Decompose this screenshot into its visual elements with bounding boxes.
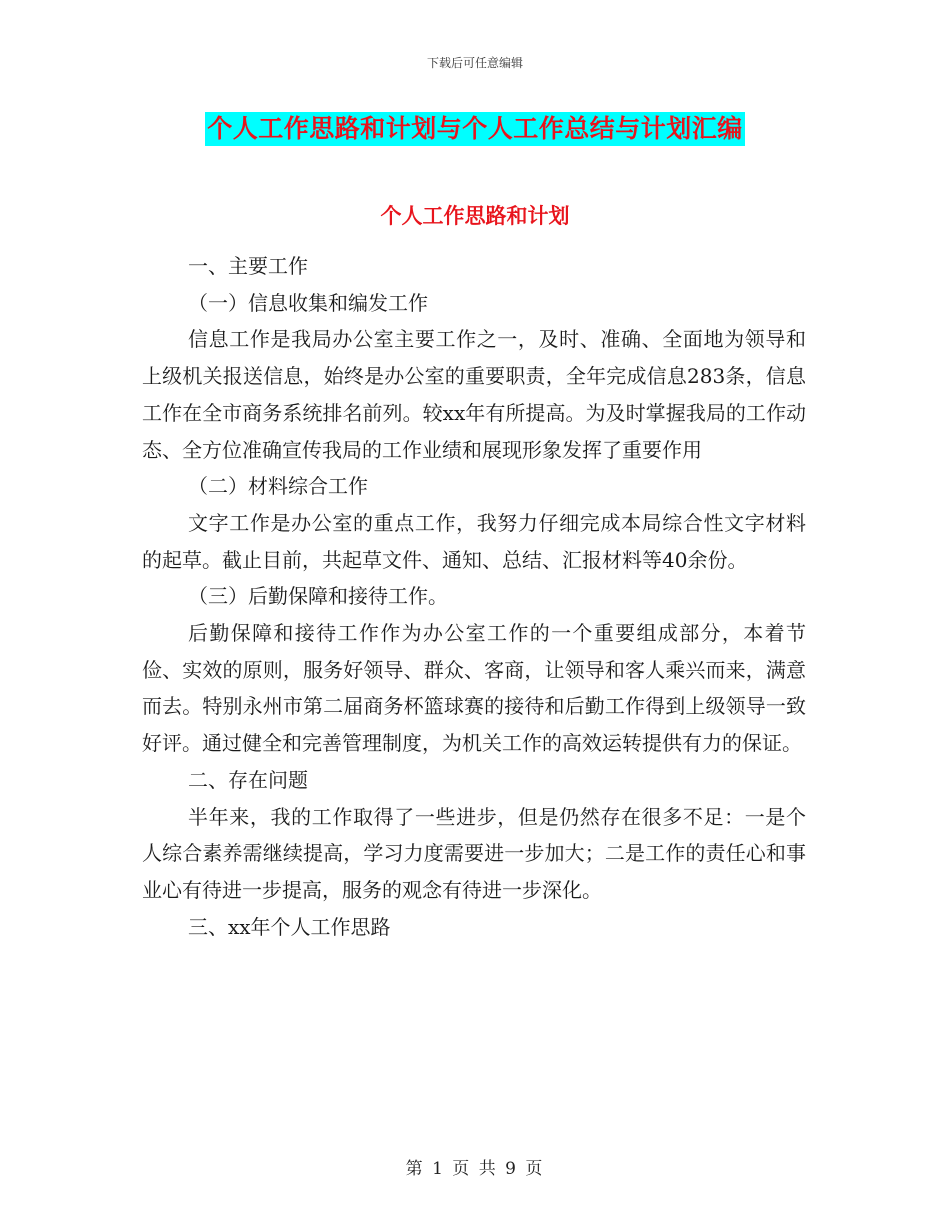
page-number-footer: 第 1 页 共 9 页 xyxy=(405,1159,545,1179)
paragraph-materials-work: 文字工作是办公室的重点工作，我努力仔细完成本局综合性文字材料的起草。截止目前，共起草文件、通知、总结、汇报材料等40余份。 xyxy=(142,510,806,572)
section-title: 个人工作思路和计划 xyxy=(380,203,570,228)
paragraph-info-work: 信息工作是我局办公室主要工作之一，及时、准确、全面地为领导和上级机关报送信息，始终是办公室的重要职责，全年完成信息283条，信息工作在全市商务系统排名前列。较xx年有所提高。为及时掌握我局的工作动态、全方位准确宣传我局的工作业绩和展现形象发挥了重要作用 xyxy=(142,327,806,462)
paragraph-problems: 半年来，我的工作取得了一些进步，但是仍然存在很多不足：一是个人综合素养需继续提高，学习力度需要进一步加大；二是工作的责任心和事业心有待进一步提高，服务的观念有待进一步深化。 xyxy=(142,804,806,902)
heading-work-plan: 三、xx年个人工作思路 xyxy=(188,914,391,939)
document-title-text: 个人工作思路和计划与个人工作总结与计划汇编 xyxy=(205,112,745,146)
document-body xyxy=(142,248,806,945)
header-note: 下载后可任意编辑 xyxy=(426,56,523,70)
subheading-info-work: （一）信息收集和编发工作 xyxy=(188,290,428,315)
subheading-logistics-work: （三）后勤保障和接待工作。 xyxy=(188,584,448,609)
heading-problems: 二、存在问题 xyxy=(188,767,308,792)
document-title xyxy=(0,112,950,146)
subheading-materials-work: （二）材料综合工作 xyxy=(188,474,368,499)
paragraph-logistics-work: 后勤保障和接待工作作为办公室工作的一个重要组成部分，本着节俭、实效的原则，服务好领导、群众、客商，让领导和客人乘兴而来，满意而去。特别永州市第二届商务杯篮球赛的接待和后勤工作得到上级领导一致好评。通过健全和完善管理制度，为机关工作的高效运转提供有力的保证。 xyxy=(142,621,806,756)
heading-main-work: 一、主要工作 xyxy=(188,254,308,278)
